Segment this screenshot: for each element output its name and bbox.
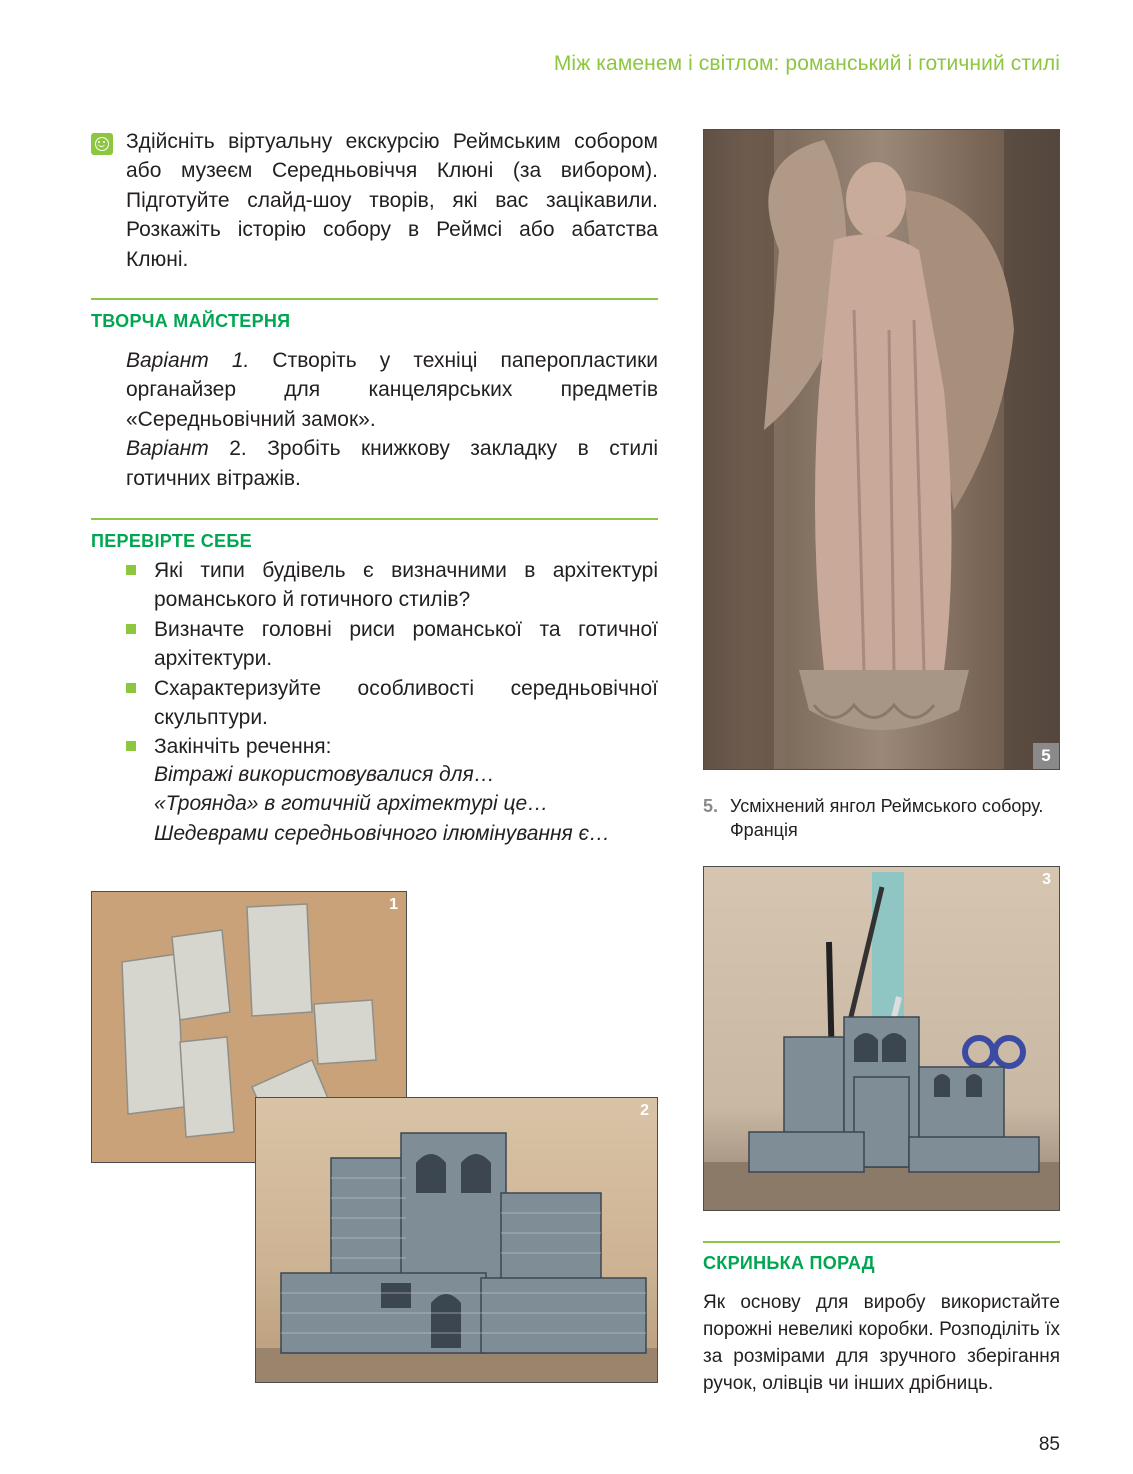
workshop-title: ТВОРЧА МАЙСТЕРНЯ bbox=[91, 311, 291, 331]
sentence-starter: Шедеврами середньовічного ілюмінування є… bbox=[154, 821, 611, 845]
question-text: Закінчіть речення: bbox=[154, 735, 332, 759]
bullet-icon bbox=[126, 683, 136, 693]
organizer-with-stationery-photo bbox=[703, 866, 1060, 1211]
castle-illustration bbox=[256, 1098, 658, 1383]
caption-text: Усміхнений янгол Реймського собору. Франція bbox=[730, 796, 1044, 840]
bullet-icon bbox=[126, 624, 136, 634]
list-item bbox=[126, 615, 658, 674]
section-divider bbox=[91, 298, 658, 300]
variant1-text: Створіть у техніці паперопластики органайзер для канцелярських предметів «Середньовічний замок». bbox=[126, 349, 658, 431]
variant2-text: 2. Зробіть книжкову закладку в стилі готичних вітражів. bbox=[126, 437, 658, 490]
variant1-label: Варіант 1. bbox=[126, 349, 250, 372]
photo-number: 1 bbox=[389, 896, 398, 913]
caption-number: 5. bbox=[703, 796, 719, 816]
photo-number: 3 bbox=[1042, 871, 1051, 888]
sentence-starter: «Троянда» в готичній архітектурі це… bbox=[154, 792, 549, 816]
section-divider bbox=[703, 1241, 1060, 1243]
bullet-icon bbox=[126, 741, 136, 751]
tips-title: СКРИНЬКА ПОРАД bbox=[703, 1253, 875, 1273]
check-title: ПЕРЕВІРТЕ СЕБЕ bbox=[91, 531, 252, 551]
angel-photo bbox=[703, 129, 1060, 770]
sentence-starters bbox=[154, 760, 658, 848]
list-item bbox=[126, 556, 658, 615]
question-text: Визначте головні риси романської та готичної архітектури. bbox=[154, 617, 658, 671]
page-number: 85 bbox=[1038, 1434, 1060, 1455]
smiley-icon bbox=[91, 133, 113, 155]
photo-number: 2 bbox=[640, 1102, 649, 1119]
castle-organizer-photo bbox=[255, 1097, 658, 1383]
list-item bbox=[126, 732, 658, 761]
workshop-variants bbox=[126, 346, 658, 493]
running-head: Між каменем і світлом: романський і готичний стилі bbox=[553, 52, 1060, 75]
sentence-starter: Вітражі використовувалися для… bbox=[154, 763, 495, 786]
bullet-icon bbox=[126, 565, 136, 575]
question-text: Які типи будівель є визначними в архітектурі романського й готичного стилів? bbox=[154, 559, 658, 612]
question-text: Схарактеризуйте особливості середньовічної скульптури. bbox=[154, 676, 658, 730]
question-list bbox=[126, 556, 658, 762]
section-divider bbox=[91, 518, 658, 520]
list-item bbox=[126, 674, 658, 733]
intro-text: Здійсніть віртуальну екскурсію Реймським собором або музеєм Середньовіччя Клюні (за вибором). Підготуйте слайд-шоу творів, які вас зацікавили. Розкажіть історію собору в Реймсі або абатства Клюні. bbox=[126, 130, 658, 271]
variant2-label: Варіант bbox=[126, 437, 209, 461]
figure-number: 5 bbox=[1033, 743, 1059, 769]
angel-illustration bbox=[704, 130, 1060, 770]
tips-text: Як основу для виробу використайте порожні невеликі коробки. Розподіліть їх за розмірами для зручного зберігання ручок, олівців чи інших дрібниць. bbox=[703, 1292, 1060, 1394]
organizer-illustration bbox=[704, 867, 1060, 1211]
